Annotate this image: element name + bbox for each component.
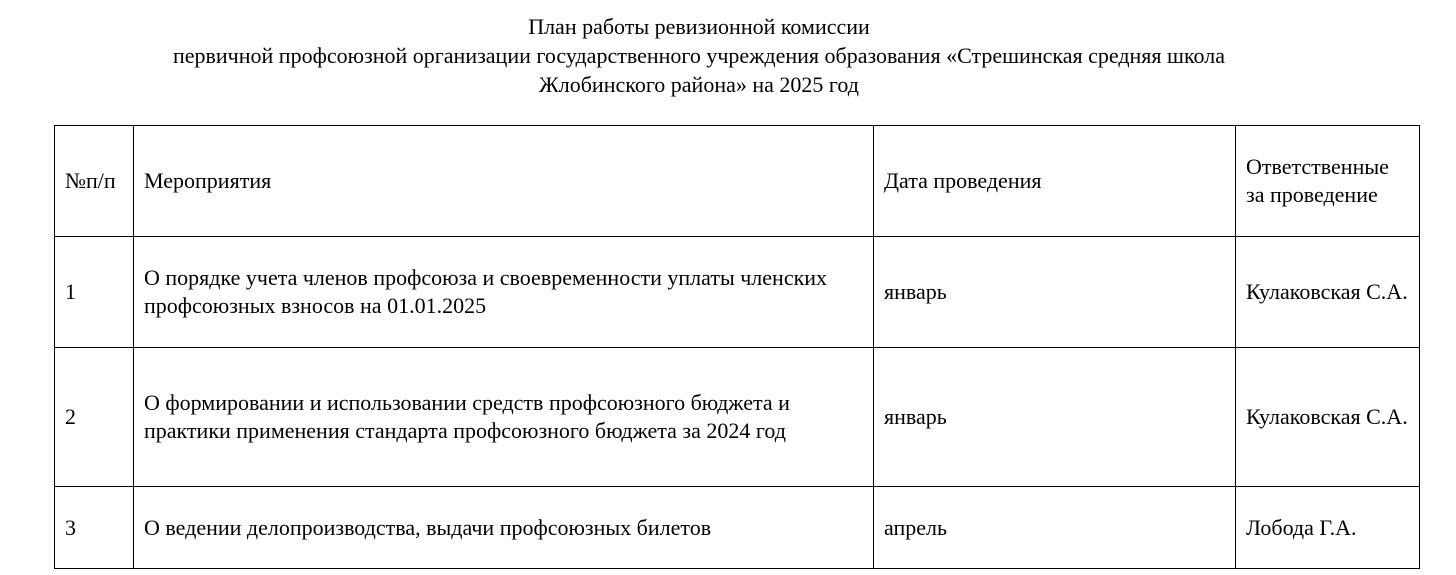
row-responsible: Лобода Г.А. bbox=[1236, 487, 1420, 569]
row-num: 2 bbox=[55, 348, 134, 487]
row-event: О формировании и использовании средств профсоюзного бюджета и практики применения стандарта профсоюзного бюджета за 2024 год bbox=[134, 348, 874, 487]
row-responsible: Кулаковская С.А. bbox=[1236, 237, 1420, 348]
row-num: 1 bbox=[55, 237, 134, 348]
header-date: Дата проведения bbox=[874, 126, 1236, 237]
table-row bbox=[55, 487, 1420, 569]
row-event: О порядке учета членов профсоюза и своевременности уплаты членских профсоюзных взносов на 01.01.2025 bbox=[134, 237, 874, 348]
table-row bbox=[55, 237, 1420, 348]
header-responsible: Ответственные за проведение bbox=[1236, 126, 1420, 237]
row-responsible: Кулаковская С.А. bbox=[1236, 348, 1420, 487]
row-date: январь bbox=[874, 348, 1236, 487]
document-title bbox=[0, 12, 1398, 99]
work-plan-table bbox=[54, 125, 1420, 569]
row-num: 3 bbox=[55, 487, 134, 569]
title-line-2: первичной профсоюзной организации государственного учреждения образования «Стрешинская средняя школа bbox=[172, 43, 1225, 68]
row-date: январь bbox=[874, 237, 1236, 348]
title-line-1: План работы ревизионной комиссии bbox=[528, 14, 870, 39]
header-num: №п/п bbox=[55, 126, 134, 237]
row-date: апрель bbox=[874, 487, 1236, 569]
table-header-row bbox=[55, 126, 1420, 237]
header-event: Мероприятия bbox=[134, 126, 874, 237]
title-line-3: Жлобинского района» на 2025 год bbox=[539, 72, 859, 97]
table-row bbox=[55, 348, 1420, 487]
row-event: О ведении делопроизводства, выдачи профсоюзных билетов bbox=[134, 487, 874, 569]
